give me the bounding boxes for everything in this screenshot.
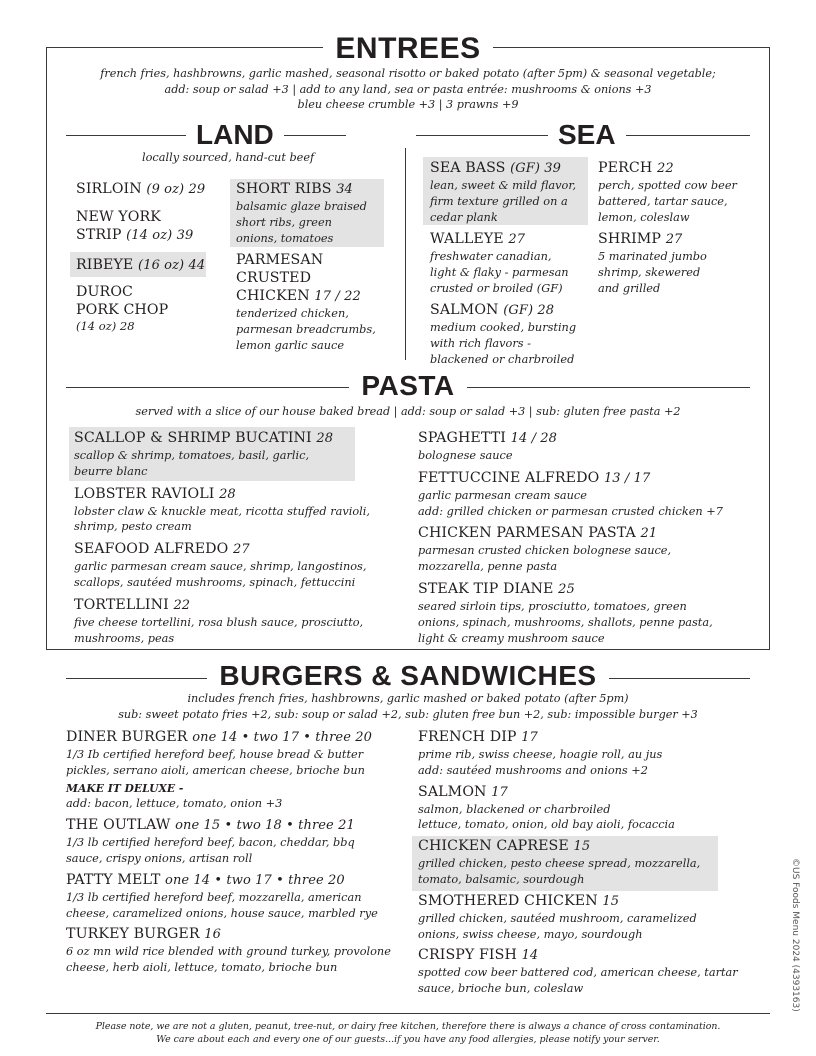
menu-item-tortellini: TORTELLINI 22 five cheese tortellini, rosa blush sauce, prosciutto, mushrooms, peas xyxy=(74,596,364,645)
menu-item-sirloin: SIRLOIN (9 oz) 29 xyxy=(76,181,206,197)
menu-item-duroc-pork-chop: DUROC PORK CHOP (14 oz) 28 xyxy=(76,284,169,333)
burgers-notes: includes french fries, hashbrowns, garlic mashed or baked potato (after 5pm) sub: sweet potato fries +2, sub: soup or salad +2, sub: gluten free bun +2, sub: impossible burger +3 xyxy=(118,692,698,721)
menu-item-walleye: WALLEYE 27 freshwater canadian, light & flaky - parmesan crusted or broiled (GF) xyxy=(430,231,569,295)
menu-item-new-york-strip: NEW YORK STRIP (14 oz) 39 xyxy=(76,209,194,243)
menu-item-french-dip: FRENCH DIP 17 prime rib, swiss cheese, hoagie roll, au jus add: sautéed mushrooms and onions +2 xyxy=(418,729,663,777)
menu-item-parmesan-crusted-chicken: PARMESAN CRUSTED CHICKEN 17 / 22 tenderized chicken, parmesan breadcrumbs, lemon garlic sauce xyxy=(236,252,376,352)
menu-item-turkey-burger: TURKEY BURGER 16 6 oz mn wild rice blended with ground turkey, provolone cheese, herb aioli, lettuce, tomato, brioche bun xyxy=(66,926,391,975)
burgers-right-column xyxy=(418,728,764,997)
pasta-title: PASTA xyxy=(0,370,816,402)
menu-item-patty-melt: PATTY MELT one 14 • two 17 • three 20 1/3 lb certified hereford beef, mozzarella, american cheese, caramelized onions, house sauce, marbled rye xyxy=(66,871,378,920)
menu-item-crispy-fish: CRISPY FISH 14 spotted cow beer battered cod, american cheese, tartar sauce, brioche bun, coleslaw xyxy=(418,947,738,996)
menu-item-sea-bass: SEA BASS (GF) 39 lean, sweet & mild flavor, firm texture grilled on a cedar plank xyxy=(430,160,577,224)
menu-item-chicken-caprese: CHICKEN CAPRESE 15 grilled chicken, pesto cheese spread, mozzarella, tomato, balsamic, sourdough xyxy=(418,838,701,886)
entrees-notes: french fries, hashbrowns, garlic mashed, seasonal risotto or baked potato (after 5pm) & seasonal vegetable; add: soup or salad +3 | add to any land, sea or pasta entrée: mushrooms & onions +3 bleu cheese crumble +3 | 3 prawns +9 xyxy=(100,67,716,111)
burgers-left-column xyxy=(66,728,410,976)
land-title: LAND xyxy=(186,119,284,151)
footer-divider xyxy=(46,1013,770,1014)
menu-item-chicken-parmesan-pasta: CHICKEN PARMESAN PASTA 21 parmesan crusted chicken bolognese sauce, mozzarella, penne pasta xyxy=(418,525,672,574)
land-sea-divider xyxy=(405,148,406,360)
menu-item-seafood-alfredo: SEAFOOD ALFREDO 27 garlic parmesan cream sauce, shrimp, langostinos, scallops, sautéed mushrooms, spinach, fettuccini xyxy=(74,541,367,589)
burgers-title: BURGERS & SANDWICHES xyxy=(0,659,816,693)
entrees-title: ENTREES xyxy=(0,32,816,66)
sea-title: SEA xyxy=(548,119,626,151)
land-subtitle: locally sourced, hand-cut beef xyxy=(142,151,315,164)
menu-item-smothered-chicken: SMOTHERED CHICKEN 15 grilled chicken, sautéed mushroom, caramelized onions, swiss cheese, mayo, sourdough xyxy=(418,892,697,941)
menu-item-shrimp: SHRIMP 27 5 marinated jumbo shrimp, skewered and grilled xyxy=(598,231,707,295)
menu-item-fettuccine-alfredo: FETTUCCINE ALFREDO 13 / 17 garlic parmesan cream sauce add: grilled chicken or parmesan crusted chicken +7 xyxy=(418,469,723,518)
menu-item-steak-tip-diane: STEAK TIP DIANE 25 seared sirloin tips, prosciutto, tomatoes, green onions, spinach, mushrooms, shallots, penne pasta, light & creamy mushroom sauce xyxy=(418,580,713,645)
menu-item-perch: PERCH 22 perch, spotted cow beer battered, tartar sauce, lemon, coleslaw xyxy=(598,160,737,224)
pasta-note: served with a slice of our house baked bread | add: soup or salad +3 | sub: gluten free pasta +2 xyxy=(135,405,681,418)
menu-item-salmon-sandwich: SALMON 17 salmon, blackened or charbroiled lettuce, tomato, onion, old bay aioli, focaccia xyxy=(418,783,675,832)
pasta-left-column xyxy=(74,429,410,646)
pasta-right-column xyxy=(418,429,758,646)
copyright-notice: ©US Foods Menu 2024 (4393163) xyxy=(790,858,800,1012)
menu-item-spaghetti: SPAGHETTI 14 / 28 bolognese sauce xyxy=(418,430,558,462)
menu-item-lobster-ravioli: LOBSTER RAVIOLI 28 lobster claw & knuckle meat, ricotta stuffed ravioli, shrimp, pesto cream xyxy=(74,485,370,534)
menu-item-the-outlaw: THE OUTLAW one 15 • two 18 • three 21 1/3 lb certified hereford beef, bacon, cheddar, bbq sauce, crispy onions, artisan roll xyxy=(66,817,355,865)
menu-item-diner-burger: DINER BURGER one 14 • two 17 • three 20 1/3 Ib certified hereford beef, house bread & butter pickles, serrano aioli, american cheese, brioche bun MAKE IT DELUXE - add: bacon, lettuce, tomato, onion +3 xyxy=(66,729,372,811)
menu-item-short-ribs: SHORT RIBS 34 balsamic glaze braised short ribs, green onions, tomatoes xyxy=(236,181,367,245)
menu-item-ribeye: RIBEYE (16 oz) 44 xyxy=(76,257,206,273)
menu-item-salmon-entree: SALMON (GF) 28 medium cooked, bursting with rich flavors - blackened or charbroiled xyxy=(430,302,577,366)
menu-item-scallop-shrimp-bucatini: SCALLOP & SHRIMP BUCATINI 28 scallop & shrimp, tomatoes, basil, garlic, beurre blanc xyxy=(74,430,334,478)
allergy-footer: Please note, we are not a gluten, peanut, tree-nut, or dairy free kitchen, therefore there is always a chance of cross contamination. We care about each and every one of our guests...if you have any food allergies, please notify your server. xyxy=(95,1021,721,1045)
